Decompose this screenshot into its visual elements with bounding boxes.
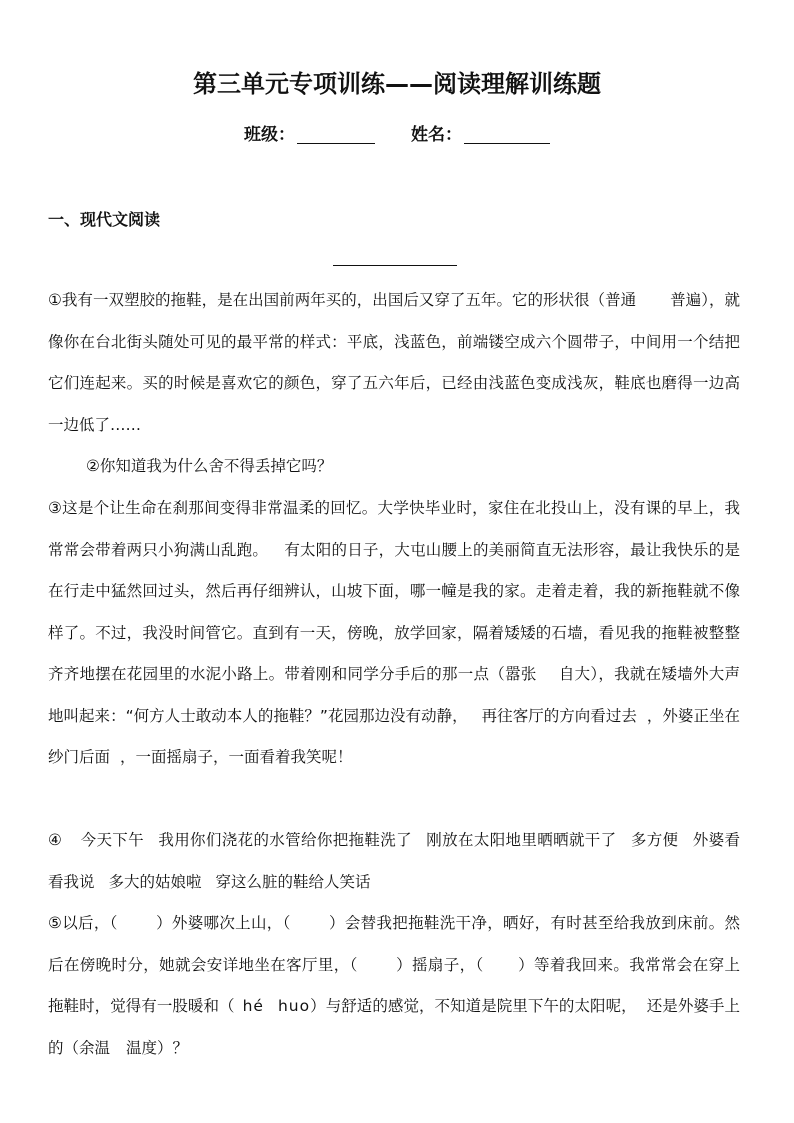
paragraph-5-text-c: ）会替我把拖鞋洗干净，晒好，有时甚至给我放到床前。然后在傍晚时分，她就会安详地坐在客厅里，（ bbox=[48, 914, 740, 974]
paragraph-4-text-f: 多大的姑娘啦 bbox=[108, 872, 202, 891]
paragraph-5 bbox=[48, 903, 740, 1069]
section-heading: 一、现代文阅读 bbox=[48, 210, 161, 229]
paragraph-5-text-e: ）等着我回来。我常常会在穿上拖鞋时，觉得有一股暖和（ bbox=[48, 955, 740, 1015]
paragraph-5-text-a: ⑤以后，（ bbox=[48, 914, 118, 932]
passage-title-blank[interactable] bbox=[333, 265, 457, 266]
paragraph-2: ②你知道我为什么舍不得丢掉它吗？ bbox=[86, 457, 333, 475]
paragraph-4-marker: ④ bbox=[48, 831, 63, 849]
paragraph-5-text-h: 温度）？ bbox=[126, 1038, 189, 1057]
paragraph-5-text-f: ）与舒适的感觉，不知道是院里下午的太阳呢， bbox=[310, 997, 637, 1015]
paragraph-3-text-a: ③这是个让生命在刹那间变得非常温柔的回忆。大学快毕业时，家住在北投山上，没有课的早上，我常常会带着两只小狗满山乱跑。 bbox=[48, 499, 740, 559]
paragraph-4-text-b: 我用你们浇花的水管给你把拖鞋洗了 bbox=[158, 831, 412, 849]
student-info-row bbox=[0, 120, 794, 145]
paragraph-4-text-e: 外婆看看我说 bbox=[48, 831, 740, 891]
paragraph-3-text-b: 有太阳的日子，大屯山腰上的美丽简直无法形容，最让我快乐的是在行走中猛然回过头，然后再仔细辨认，山坡下面，哪一幢是我的家。走着走着，我的新拖鞋就不像样了。不过，我没时间管它。直到有一天，傍晚，放学回家，隔着矮矮的石墙，看见我的拖鞋被整整齐齐地摆在花园里的水泥小路上。带着刚和同学分手后的那一点（嚣张 bbox=[48, 540, 740, 683]
name-label: 姓名： bbox=[411, 125, 462, 145]
paragraph-4-text-a: 今天下午 bbox=[80, 831, 144, 849]
paragraph-5-text-d: ）摇扇子，（ bbox=[395, 955, 484, 974]
paragraph-3-text-c: 自大），我就在矮墙外大声地叫起来：“何方人士敢动本人的拖鞋？”花园那边没有动静， bbox=[48, 665, 740, 725]
name-blank[interactable] bbox=[464, 125, 550, 144]
paragraph-1-text-cont: ），就像你在台北街头随处可见的最平常的样式：平底，浅蓝色，前端镂空成六个圆带子，中间用一个结把它们连起来。买的时候是喜欢它的颜色，穿了五六年后，已经由浅蓝色变成浅灰，鞋底也磨得一边高一边低了…… bbox=[48, 291, 740, 434]
paragraph-3-text-f: ，一面摇扇子，一面看着我笑呢！ bbox=[120, 748, 353, 766]
paragraph-4-text-c: 刚放在太阳地里晒晒就干了 bbox=[425, 831, 617, 849]
paragraph-5-text-g: 还是外婆手上的（余温 bbox=[48, 997, 740, 1057]
page-title: 第三单元专项训练——阅读理解训练题 bbox=[193, 70, 601, 98]
paragraph-4-text-d: 多方便 bbox=[630, 831, 679, 849]
pinyin-he: hé bbox=[242, 997, 264, 1015]
paragraph-5-text-b: ）外婆哪次上山，（ bbox=[155, 914, 291, 932]
pinyin-huo: huo bbox=[277, 997, 311, 1015]
class-label: 班级： bbox=[244, 125, 295, 145]
paragraph-3-text-d: 再往客厅的方向看过去 bbox=[481, 706, 637, 725]
paragraph-4 bbox=[48, 820, 740, 903]
class-blank[interactable] bbox=[297, 125, 375, 144]
paragraph-3 bbox=[48, 488, 740, 779]
paragraph-1 bbox=[48, 280, 740, 446]
paragraph-1-text: ①我有一双塑胶的拖鞋，是在出国前两年买的，出国后又穿了五年。它的形状很（普通 bbox=[48, 291, 637, 309]
paragraph-3-text-e: ，外婆正坐在纱门后面 bbox=[48, 706, 740, 766]
paragraph-4-text-g: 穿这么脏的鞋给人笑话 bbox=[215, 872, 371, 891]
paragraph-1-choice: 普遍 bbox=[670, 291, 702, 309]
